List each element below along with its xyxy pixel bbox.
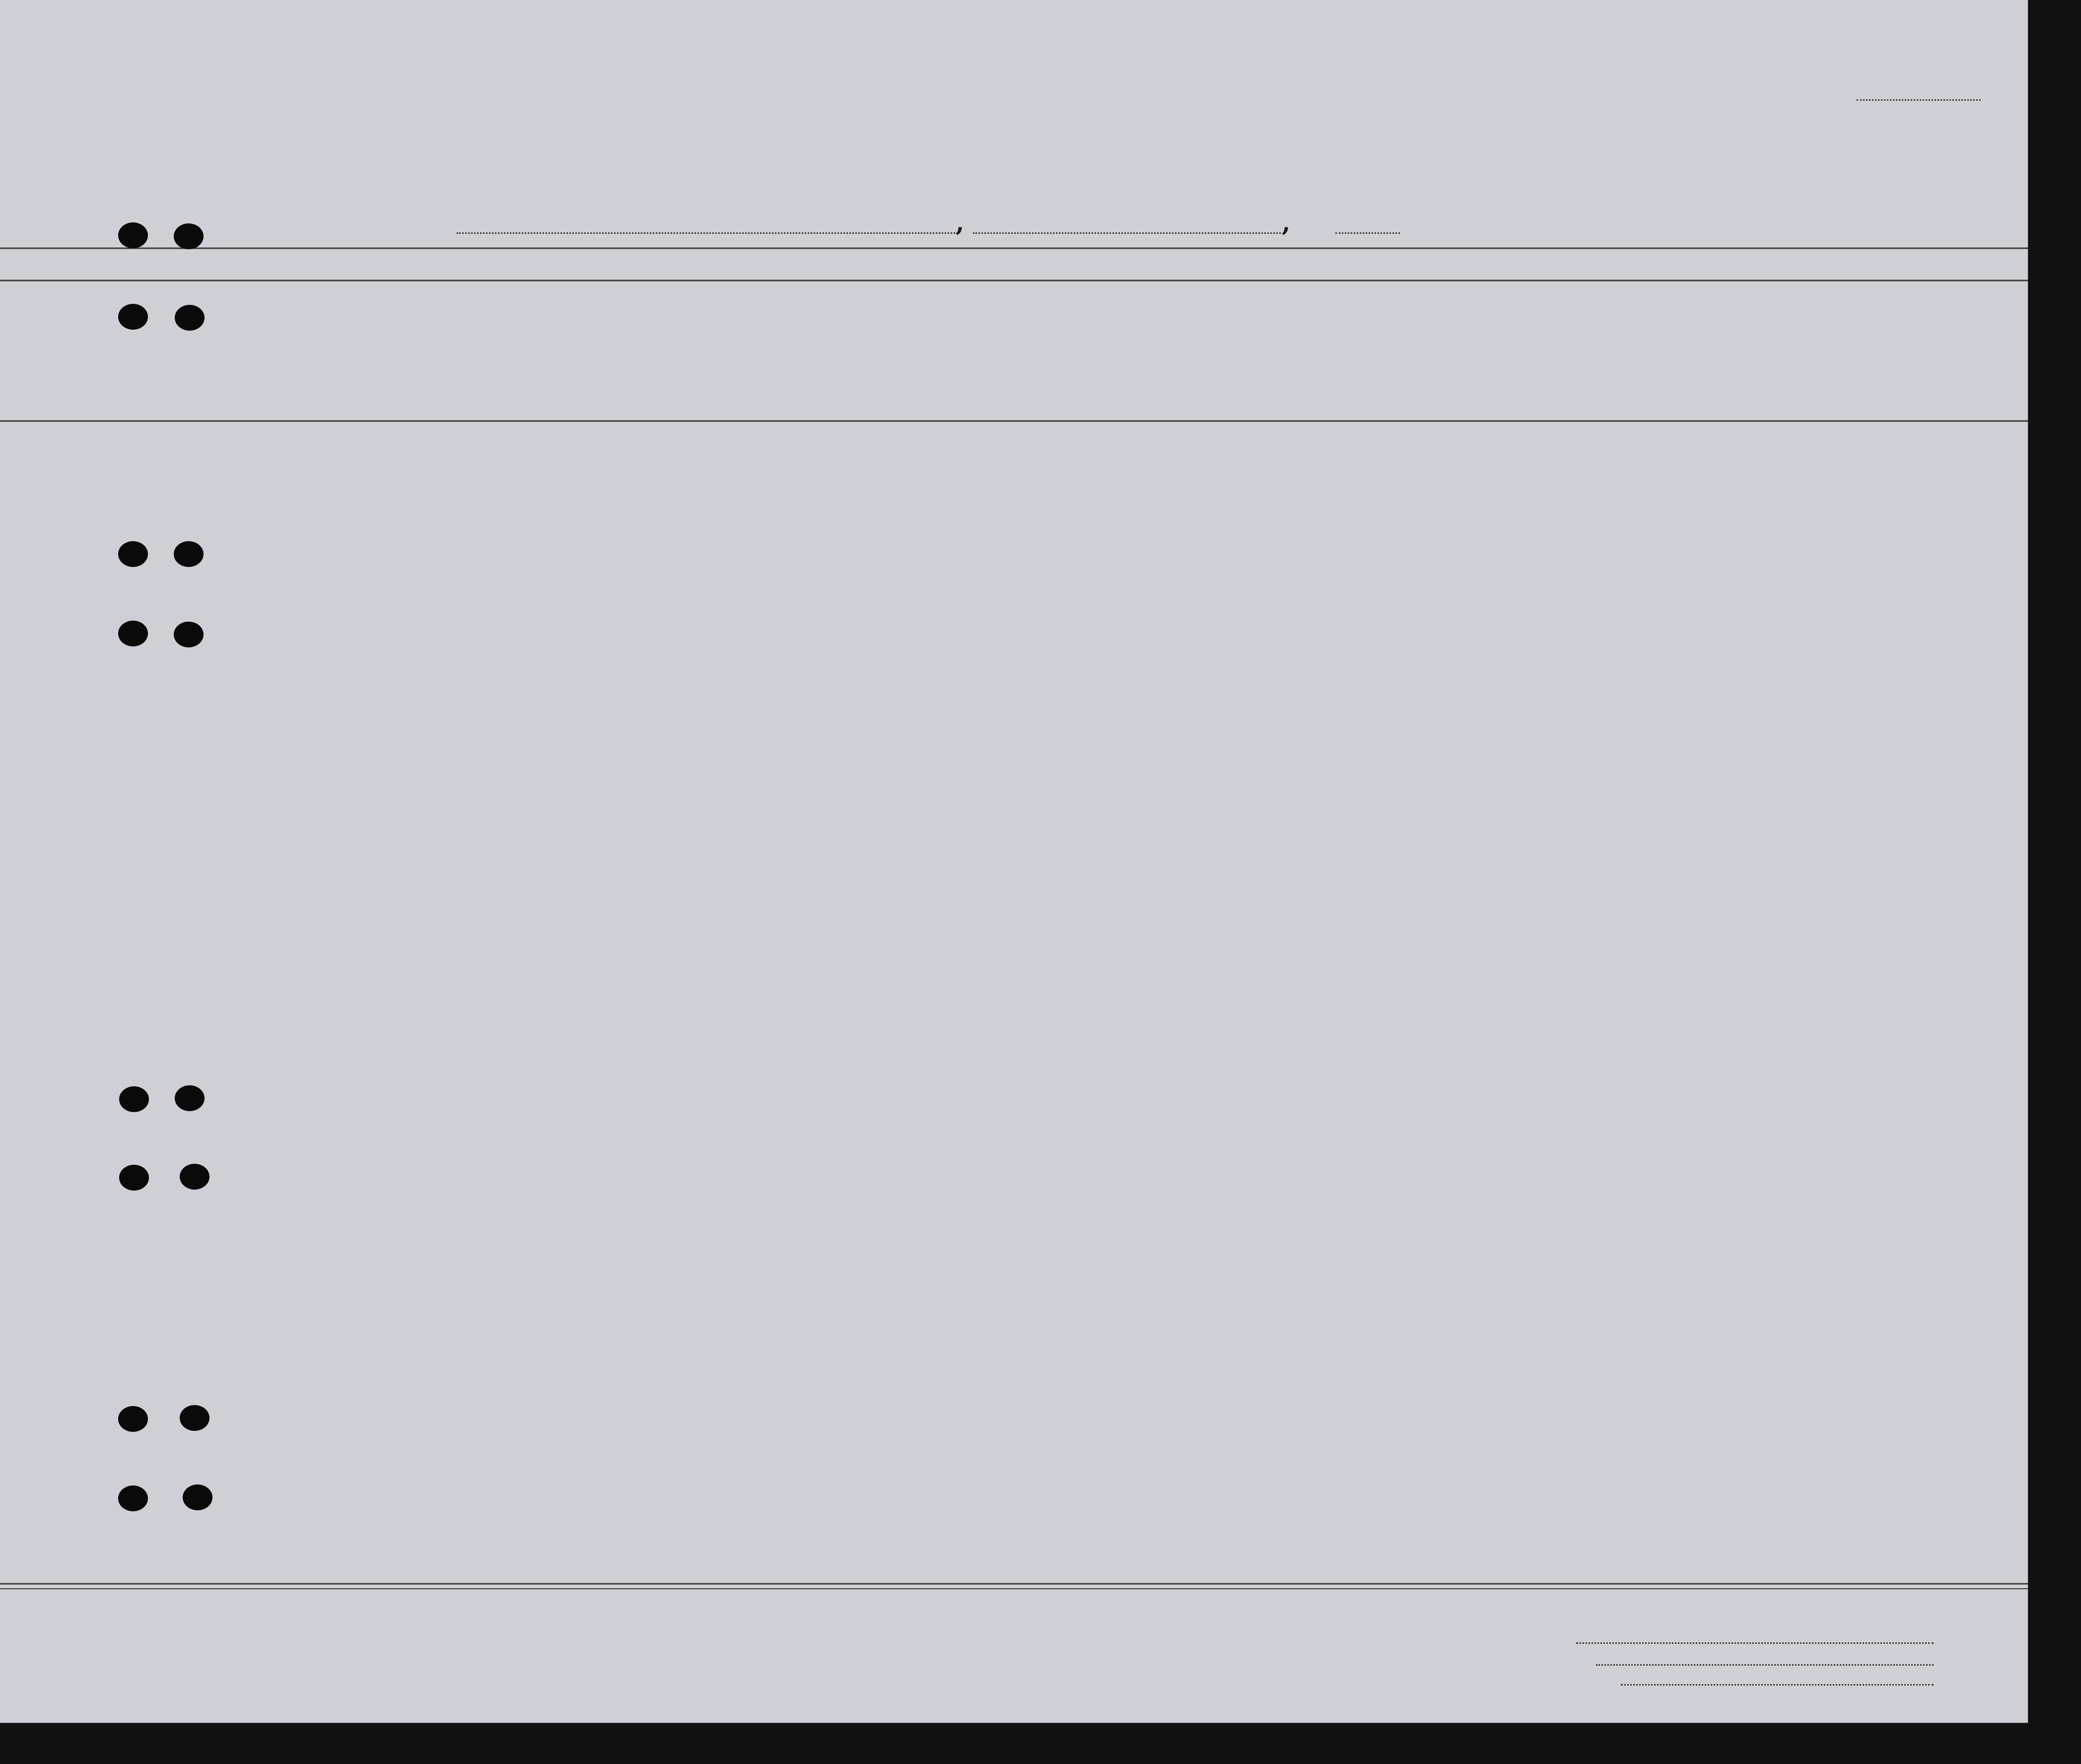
comma-2: ,: [1282, 208, 1291, 237]
header-ticket: [691, 293, 718, 417]
binding-hole: [119, 1086, 149, 1112]
line-field: [1576, 1642, 1934, 1644]
header-prison: [1373, 293, 1413, 417]
binding-hole: [175, 305, 205, 331]
binding-hole: [118, 1406, 148, 1432]
binding-hole: [118, 621, 148, 646]
header-feet: [1721, 382, 1740, 415]
binding-hole: [175, 1085, 205, 1111]
owners-field: [1596, 1664, 1934, 1666]
binding-hole: [118, 222, 148, 248]
header-purpose-c: [1340, 328, 1368, 417]
header-polygamist: [1416, 298, 1438, 417]
header-excluded: [1558, 293, 1578, 417]
header-anarchist: [1441, 298, 1462, 417]
agents-field: [1621, 1684, 1934, 1686]
header-offer-labor: [1520, 293, 1555, 417]
binding-hole: [119, 1165, 149, 1191]
binding-hole: [118, 541, 148, 567]
header-overthrow: [1467, 293, 1517, 417]
binding-hole: [174, 541, 204, 567]
binding-hole: [118, 1485, 148, 1511]
binding-hole: [174, 223, 204, 249]
binding-hole: [174, 622, 204, 647]
binding-hole: [180, 1405, 209, 1431]
binding-hole: [180, 1164, 209, 1190]
header-purpose-a: [1265, 328, 1309, 417]
binding-hole: [183, 1484, 212, 1510]
binding-hole: [118, 304, 148, 330]
header-inches: [1743, 378, 1765, 415]
comma: ,: [956, 208, 965, 237]
header-arrested: [1581, 293, 1600, 417]
header-fifty-dollars: [815, 290, 840, 417]
header-purpose-b: [1311, 328, 1338, 417]
